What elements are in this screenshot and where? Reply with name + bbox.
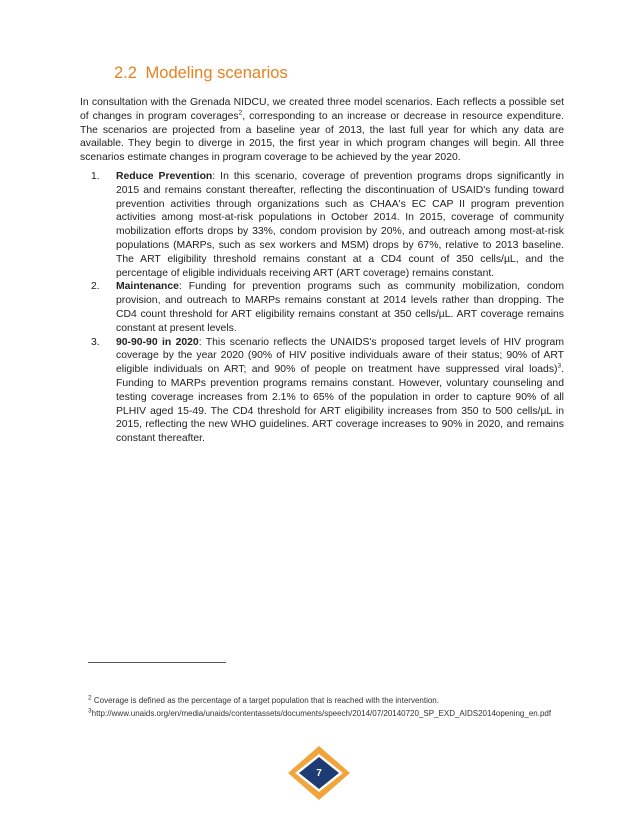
scenario-text: : In this scenario, coverage of prevention programs drops significantly in 2015 and remains constant thereafter, reflecting the discontinuation of USAID's funding toward prevention activities through organizations such as CHAA's EC CAP II program prevention activities among most-at-risk populations in October 2014. In 2015, coverage of community mobilization efforts drops by 33%, condom provision by 20%, and outreach among most-at-risk populations (MARPs, such as sex workers and MSM) drops by 67%, relative to 2013 baseline. The ART eligibility threshold remains constant at a CD4 count of 350 cells/µL, and the percentage of eligible individuals receiving ART (ART coverage) remains constant. xyxy=(116,171,565,279)
intro-paragraph xyxy=(80,96,564,165)
scenario-item xyxy=(80,336,564,446)
list-marker: 2. xyxy=(91,281,100,293)
list-marker: 1. xyxy=(91,171,100,182)
footnotes xyxy=(88,694,558,720)
footnote-mark: 2 xyxy=(88,694,92,702)
scenario-title: Maintenance xyxy=(116,281,179,293)
section-title: Modeling scenarios xyxy=(145,64,288,82)
footnote-url: http://www.unaids.org/en/media/unaids/contentassets/documents/speech/2014/07/20140720_SP_EXD_AIDS2014opening_en.pdf xyxy=(91,709,552,718)
footnote-ref-3: 3 xyxy=(557,362,562,370)
section-heading xyxy=(114,64,288,83)
scenario-item xyxy=(80,280,564,335)
scenario-text: : Funding for prevention programs such as community mobilization, condom provision, and outreach to MARPs remains constant at 2014 levels rather than dropping. The CD4 count threshold for ART eligibility remains constant at 350 cells/µL. ART coverage remains constant at present levels. xyxy=(116,281,564,334)
scenario-item xyxy=(80,170,564,280)
footnote-text: Coverage is defined as the percentage of a target population that is reached with the intervention. xyxy=(91,696,439,705)
scenario-title: 90-90-90 in 2020 xyxy=(116,336,199,348)
section-number: 2.2 xyxy=(114,64,137,82)
page-number-badge xyxy=(286,744,352,802)
scenario-list xyxy=(80,170,564,446)
scenario-title: Reduce Prevention xyxy=(116,171,213,182)
page-number: 7 xyxy=(316,767,322,779)
footnote-3 xyxy=(88,707,558,720)
footnote-mark: 3 xyxy=(88,707,92,715)
footnote-ref-2: 2 xyxy=(238,109,243,117)
intro-text-1: In consultation with the Grenada NIDCU, we created three model scenarios. Each reflects a possible set of changes in program coverages xyxy=(80,97,564,122)
list-marker: 3. xyxy=(91,336,100,348)
scenario-text: : This scenario reflects the UNAIDS's proposed target levels of HIV program coverage by the year 2020 (90% of HIV positive individuals aware of their status; 90% of ART eligible individuals on ART; and 90% of people on treatment have suppressed viral loads) xyxy=(116,336,564,376)
scenario-text-tail: . Funding to MARPs prevention programs remains constant. However, voluntary counseling and testing coverage increases from 2.1% to 65% of the population in order to capture 90% of all PLHIV aged 15-49. The CD4 threshold for ART eligibility increases from 350 to 500 cells/µL in 2015, reflecting the new WHO guidelines. ART coverage increases to 90% in 2020, and remains constant thereafter. xyxy=(116,364,564,445)
footnote-separator xyxy=(88,662,226,663)
intro-text-2: , corresponding to an increase or decrease in resource expenditure. The scenarios are projected from a baseline year of 2013, the last full year for which any data are available. They begin to diverge in 2015, the first year in which program changes will begin. All three scenarios estimate changes in program coverage to be achieved by the year 2020. xyxy=(80,110,565,164)
footnote-2 xyxy=(88,694,558,707)
